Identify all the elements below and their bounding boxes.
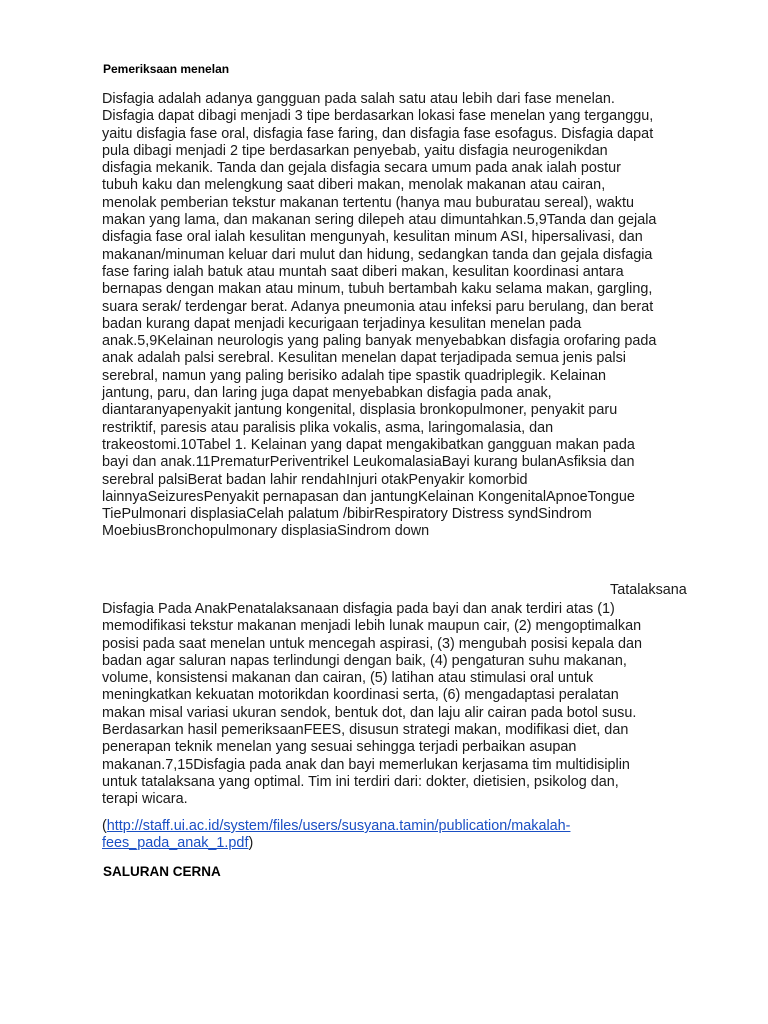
link-open-paren: ( [102,818,107,834]
reference-link-line [102,818,722,853]
reference-link[interactable]: http://staff.ui.ac.id/system/files/users/susyana.tamin/publication/makalah- fees_pada_anak_1.pdf [102,818,571,852]
saluran-cerna-heading: SALURAN CERNA [103,864,221,879]
tatalaksana-heading: Tatalaksana [610,582,687,598]
link-close-paren: ) [248,835,254,852]
paragraph-disfagia: Disfagia adalah adanya gangguan pada salah satu atau lebih dari fase menelan. Disfagia dapat dibagi menjadi 3 tipe berdasarkan lokasi fase menelan yang terganggu, yaitu disfagia fase oral, disfagia fase faring, dan disfagia fase esofagus. Disfagia dapat pula dibagi menjadi 2 tipe berdasarkan penyebab, yaitu disfagia neurogenikdan disfagia mekanik. Tanda dan gejala disfagia secara umum pada anak ialah postur tubuh kaku dan melengkung saat diberi makan, menolak makanan atau cairan, menolak pemberian tekstur makanan tertentu (hanya mau buburatau sereal), waktu makan yang lama, dan makanan sering dilepeh atau dimuntahkan.5,9Tanda dan gejala disfagia fase oral ialah kesulitan mengunyah, kesulitan minum ASI, hipersalivasi, dan makanan/minuman keluar dari mulut dan hidung, sedangkan tanda dan gejala disfagia fase faring ialah batuk atau muntah saat diberi makan, kesulitan koordinasi antara bernapas dengan makan atau minum, tubuh bertambah kaku selama makan, gargling, suara serak/ terdengar berat. Adanya pneumonia atau infeksi paru berulang, dan berat badan kurang dapat menjadi kecurigaan terjadinya kesulitan menelan pada anak.5,9Kelainan neurologis yang paling banyak menyebabkan disfagia orofaring pada anak adalah palsi serebral. Kesulitan menelan dapat terjadipada semua jenis palsi serebral, namun yang paling berisiko adalah tipe spastik quadriplegik. Kelainan jantung, paru, dan laring juga dapat menyebabkan disfagia pada anak, diantaranyapenyakit jantung kongenital, displasia bronkopulmoner, penyakit paru restriktif, paresis atau paralisis plika vokalis, asma, laringomalasia, dan trakeostomi.10Tabel 1. Kelainan yang dapat mengakibatkan gangguan makan pada bayi dan anak.11PrematurPeriventrikel LeukomalasiaBayi kurang bulanAsfiksia dan serebral palsiBerat badan lahir rendahInjuri otakPenyakir komorbid lainnyaSeizuresPenyakit pernapasan dan jantungKelainan KongenitalApnoeTongue TiePulmonari displasiaCelah palatum /bibirRespiratory Distress syndSindrom MoebiusBronchopulmonary displasiaSindrom down [102,91,657,540]
paragraph-tatalaksana: Disfagia Pada AnakPenatalaksanaan disfagia pada bayi dan anak terdiri atas (1) memodifikasi tekstur makanan menjadi lebih lunak maupun cair, (2) mengoptimalkan posisi pada saat menelan untuk mencegah aspirasi, (3) mengubah posisi kepala dan badan agar saluran napas terlindungi dengan baik, (4) pengaturan suhu makanan, volume, konsistensi makanan dan cairan, (5) latihan atau stimulasi oral untuk meningkatkan kekuatan motorikdan koordinasi serta, (6) mengadaptasi peralatan makan misal variasi ukuran sendok, bentuk dot, dan laju alir cairan pada botol susu. Berdasarkan hasil pemeriksaanFEES, disusun strategi makan, modifikasi diet, dan penerapan teknik menelan yang sesuai sehingga terjadi perbaikan asupan makanan.7,15Disfagia pada anak dan bayi memerlukan kerjasama tim multidisiplin untuk tatalaksana yang optimal. Tim ini terdiri dari: dokter, dietisien, psikolog dan, terapi wicara. [102,601,642,808]
section-title: Pemeriksaan menelan [103,62,230,76]
